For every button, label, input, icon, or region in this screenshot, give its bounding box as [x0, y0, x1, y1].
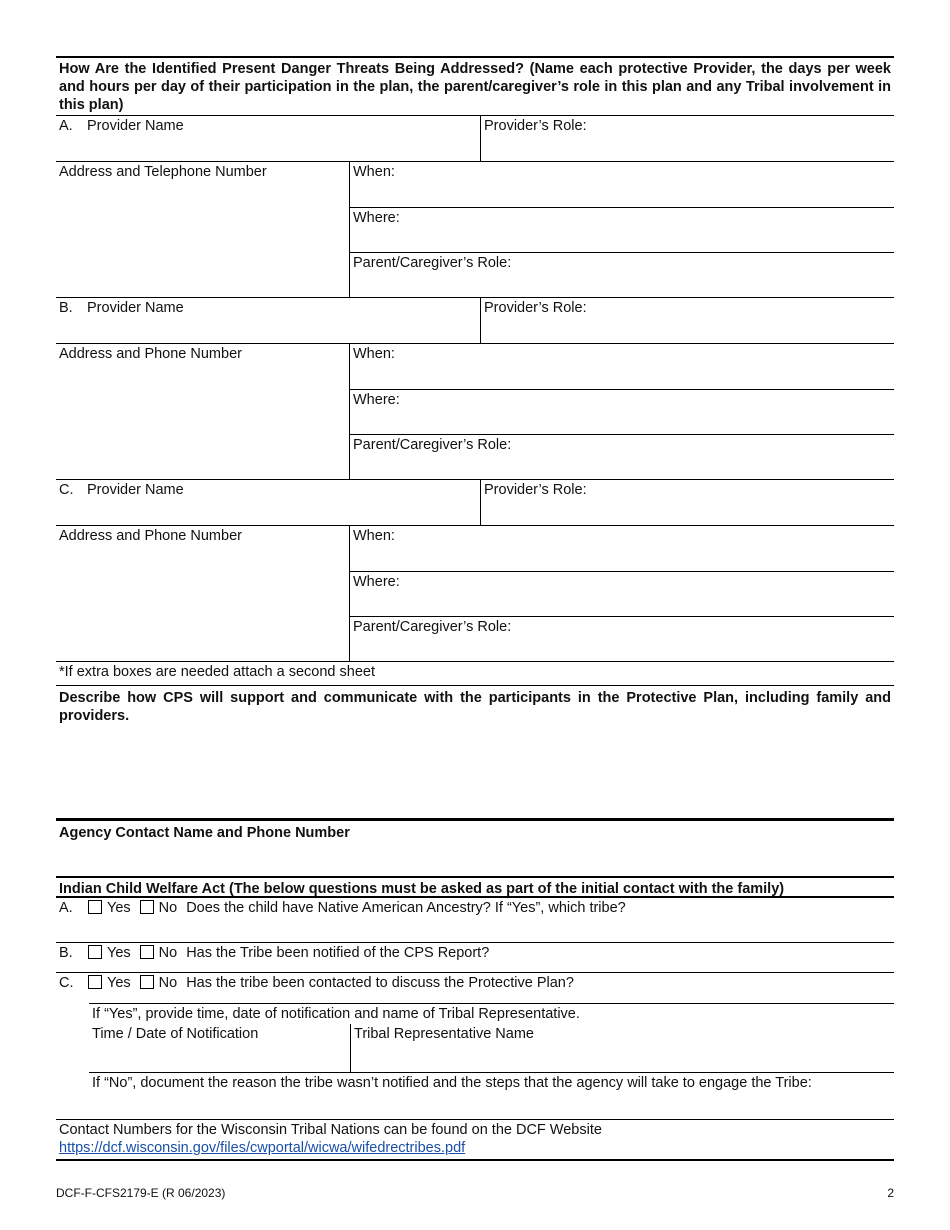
provider-a-role-label: Provider’s Role:	[484, 118, 587, 134]
protective-plan-form	[56, 56, 894, 1161]
page-number: 2	[887, 1186, 894, 1200]
provider-c-role-field[interactable]	[480, 480, 894, 525]
provider-b-when-label: When:	[353, 346, 395, 362]
provider-b-parent-role-label: Parent/Caregiver’s Role:	[353, 437, 512, 453]
provider-a-where-field[interactable]	[350, 207, 894, 252]
provider-a-block	[56, 115, 894, 297]
icwa-question-c	[56, 972, 894, 1003]
provider-b-name-field[interactable]	[56, 298, 480, 343]
dcf-contact-text: Contact Numbers for the Wisconsin Tribal Nations can be found on the DCF Website	[59, 1122, 602, 1138]
question-b-letter: B.	[59, 945, 73, 961]
provider-b-letter: B.	[59, 300, 73, 316]
provider-c-address-field[interactable]	[56, 526, 349, 661]
provider-a-address-field[interactable]	[56, 162, 349, 297]
provider-c-address-label: Address and Phone Number	[59, 528, 242, 544]
provider-a-parent-role-field[interactable]	[350, 252, 894, 297]
question-c-letter: C.	[59, 975, 74, 991]
question-a-no-label: No	[158, 900, 178, 916]
provider-b-name-label: Provider Name	[87, 300, 184, 316]
provider-b-role-label: Provider’s Role:	[484, 300, 587, 316]
provider-a-where-label: Where:	[353, 210, 400, 226]
if-no-field[interactable]	[89, 1073, 894, 1119]
tribal-rep-field[interactable]	[350, 1024, 894, 1072]
tribal-rep-label: Tribal Representative Name	[354, 1026, 534, 1042]
icwa-header: Indian Child Welfare Act (The below questions must be asked as part of the initial contact with the family)	[56, 876, 894, 898]
question-c-text: Has the tribe been contacted to discuss the Protective Plan?	[186, 975, 574, 991]
question-c-no-label: No	[158, 975, 178, 991]
provider-c-role-label: Provider’s Role:	[484, 482, 587, 498]
provider-a-role-field[interactable]	[480, 116, 894, 161]
provider-b-block	[56, 297, 894, 479]
if-no-label: If “No”, document the reason the tribe wasn’t notified and the steps that the agency will take to engage the Tribe:	[92, 1075, 812, 1091]
provider-a-when-field[interactable]	[350, 162, 894, 207]
question-b-no-checkbox[interactable]	[140, 945, 154, 959]
provider-b-address-field[interactable]	[56, 344, 349, 479]
extra-boxes-note: *If extra boxes are needed attach a second sheet	[56, 661, 894, 685]
icwa-question-a	[56, 898, 894, 942]
provider-a-name-field[interactable]	[56, 116, 480, 161]
question-a-yes-checkbox[interactable]	[88, 900, 102, 914]
cps-support-field[interactable]	[56, 685, 894, 818]
question-b-yes-label: Yes	[107, 945, 131, 961]
provider-c-block	[56, 479, 894, 661]
provider-c-when-label: When:	[353, 528, 395, 544]
provider-b-address-label: Address and Phone Number	[59, 346, 242, 362]
provider-c-name-field[interactable]	[56, 480, 480, 525]
provider-c-when-field[interactable]	[350, 526, 894, 571]
provider-b-parent-role-field[interactable]	[350, 434, 894, 479]
cps-support-label: Describe how CPS will support and communicate with the participants in the Protective Plan, including family and providers.	[59, 690, 891, 724]
provider-b-role-field[interactable]	[480, 298, 894, 343]
dcf-contact-block	[56, 1119, 894, 1161]
provider-c-parent-role-field[interactable]	[350, 616, 894, 661]
question-b-yes-checkbox[interactable]	[88, 945, 102, 959]
notification-date-label: Time / Date of Notification	[92, 1026, 259, 1042]
provider-c-parent-role-label: Parent/Caregiver’s Role:	[353, 619, 512, 635]
provider-c-letter: C.	[59, 482, 74, 498]
provider-b-where-field[interactable]	[350, 389, 894, 434]
threats-addressed-header: How Are the Identified Present Danger Threats Being Addressed? (Name each protective Provider, the days per week and hours per day of their participation in the plan, the parent/caregiver’s role in this plan and any Tribal involvement in this plan)	[56, 56, 894, 115]
agency-contact-field[interactable]	[56, 818, 894, 876]
provider-a-parent-role-label: Parent/Caregiver’s Role:	[353, 255, 512, 271]
provider-c-where-field[interactable]	[350, 571, 894, 616]
question-a-text: Does the child have Native American Ancestry? If “Yes”, which tribe?	[186, 900, 626, 916]
provider-a-when-label: When:	[353, 164, 395, 180]
question-c-yes-label: Yes	[107, 975, 131, 991]
if-yes-instruction: If “Yes”, provide time, date of notification and name of Tribal Representative.	[89, 1003, 894, 1024]
dcf-tribes-link[interactable]: https://dcf.wisconsin.gov/files/cwportal/wicwa/wifedrectribes.pdf	[59, 1140, 466, 1156]
question-c-no-checkbox[interactable]	[140, 975, 154, 989]
question-a-no-checkbox[interactable]	[140, 900, 154, 914]
tribal-notification-row	[89, 1024, 894, 1073]
agency-contact-label: Agency Contact Name and Phone Number	[59, 825, 350, 841]
icwa-question-b	[56, 942, 894, 972]
provider-c-where-label: Where:	[353, 574, 400, 590]
provider-a-letter: A.	[59, 118, 73, 134]
question-c-yes-checkbox[interactable]	[88, 975, 102, 989]
form-id: DCF-F-CFS2179-E (R 06/2023)	[56, 1186, 226, 1200]
question-b-no-label: No	[158, 945, 178, 961]
question-a-letter: A.	[59, 900, 73, 916]
provider-c-name-label: Provider Name	[87, 482, 184, 498]
provider-a-address-label: Address and Telephone Number	[59, 164, 267, 180]
provider-b-where-label: Where:	[353, 392, 400, 408]
question-b-text: Has the Tribe been notified of the CPS Report?	[186, 945, 490, 961]
provider-b-when-field[interactable]	[350, 344, 894, 389]
question-a-yes-label: Yes	[107, 900, 131, 916]
page-footer	[56, 1186, 894, 1200]
provider-a-name-label: Provider Name	[87, 118, 184, 134]
notification-date-field[interactable]	[89, 1024, 350, 1072]
